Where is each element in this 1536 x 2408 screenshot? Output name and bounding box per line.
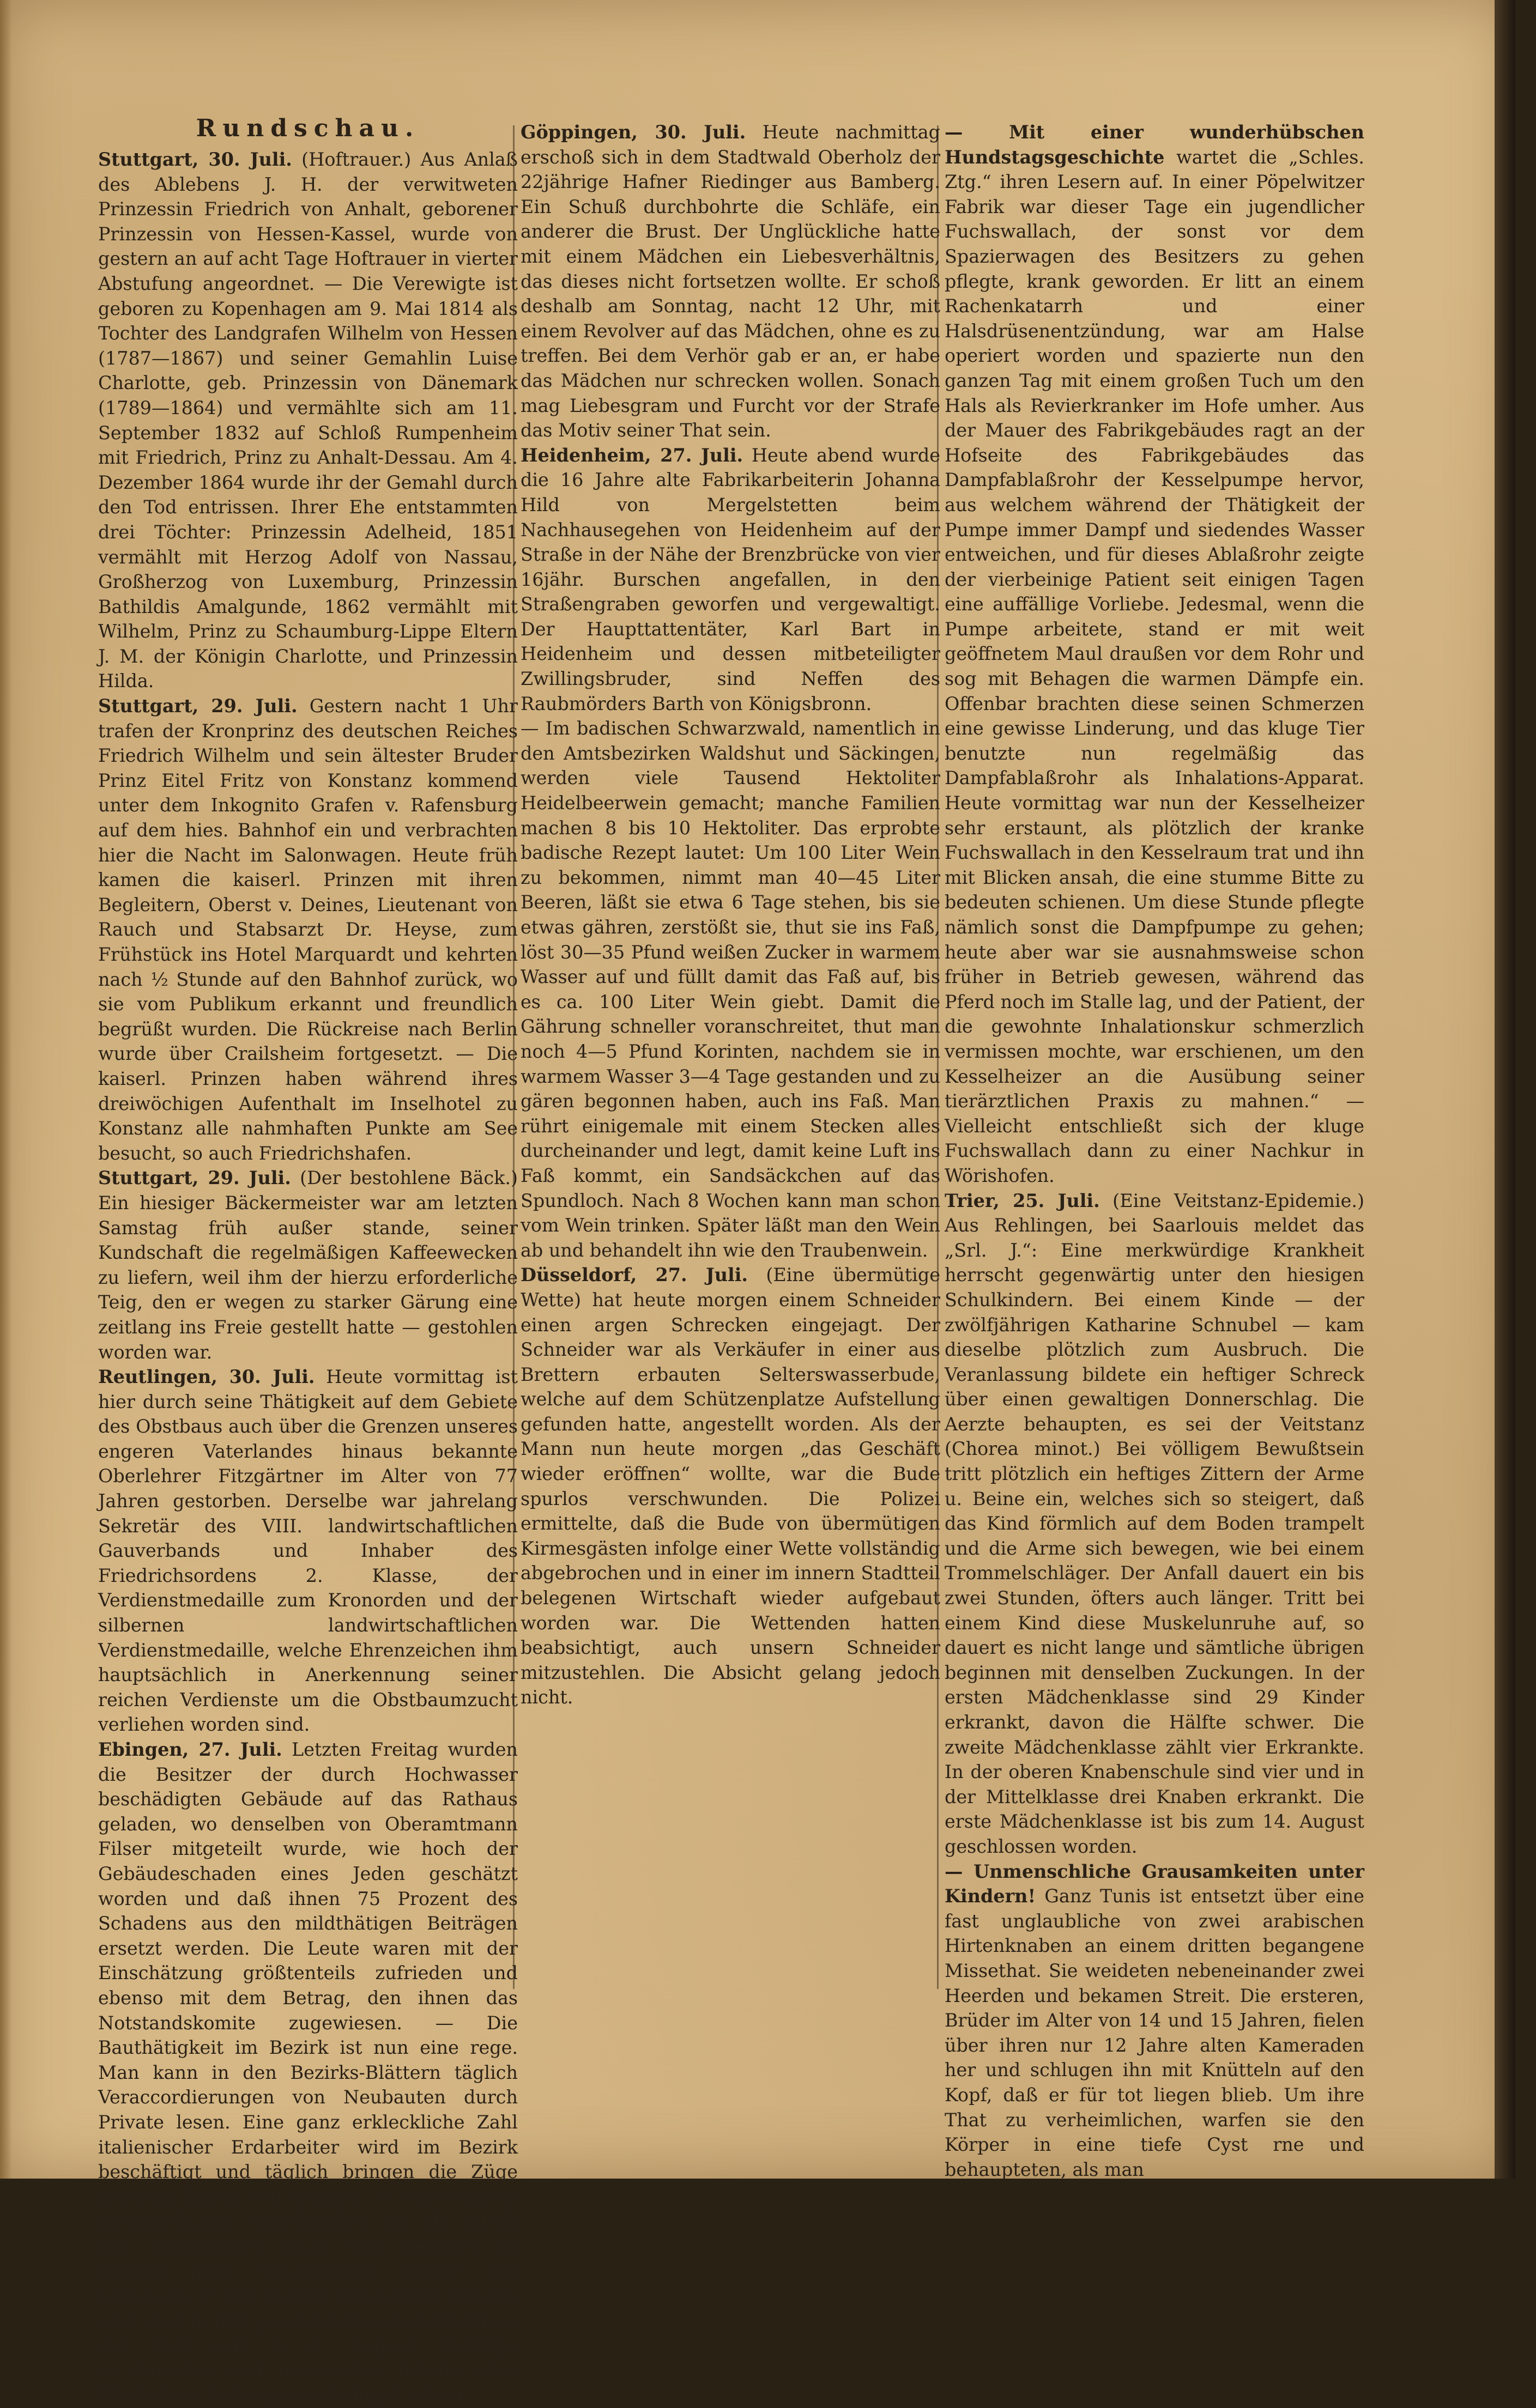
article-headline: — Unmenschliche Grausamkeiten unter Kindern! — [945, 1860, 1364, 1907]
article-dateline: Stuttgart, 29. Juli. — [98, 1167, 291, 1189]
section-title: Rundschau. — [196, 114, 420, 142]
column-3 — [945, 120, 1364, 2182]
article-stuttgart-kronprinz — [98, 694, 518, 1166]
article-body: wartet die „Schles. Ztg.“ ihren Lesern auf. In einer Pöpelwitzer Fabrik war dieser Tage ein jugendlicher Fuchswallach, der sonst vor dem Spazierwagen des Besitzers zu gehen pflegte, krank geworden. Er litt an einem Rachenkatarrh und einer Halsdrüsenentzündung, war am Halse operiert worden und spazierte nun den ganzen Tag mit einem großen Tuch um den Hals als Revierkranker im Hofe umher. Aus der Mauer des Fabrikgebäudes ragt an der Hofseite des Fabrikgebäudes das Dampfablaßrohr der Kesselpumpe hervor, aus welchem während der Thätigkeit der Pumpe immer Dampf und siedendes Wasser entweichen, und für dieses Ablaßrohr zeigte der vierbeinige Patient seit einigen Tagen eine auffällige Vorliebe. Jedesmal, wenn die Pumpe arbeitete, stand er mit weit geöffnetem Maul draußen vor dem Rohr und sog mit Behagen die warmen Dämpfe ein. Offenbar brachten diese seinen Schmerzen eine gewisse Linderung, und das kluge Tier benutzte nun regelmäßig das Dampfablaßrohr als Inhalations-Apparat. Heute vormittag war nun der Kesselheizer sehr erstaunt, als plötzlich der kranke Fuchswallach in den Kesselraum trat und ihn mit Blicken ansah, die eine stumme Bitte zu bedeuten schienen. Um diese Stunde pflegte nämlich sonst die Dampfpumpe zu gehen; heute aber war sie ausnahmsweise schon früher in Betrieb gewesen, während das Pferd noch im Stalle lag, und der Patient, der die gewohnte Inhalationskur schmerzlich vermissen mochte, war erschienen, um den Kesselheizer an die Ausübung seiner tierärztlichen Praxis zu mahnen.“ — Vielleicht entschließt sich der kluge Fuchswallach dann zu einer Nachkur in Wörishofen. — [945, 146, 1364, 1186]
article-body: Heute nachmittag erschoß sich in dem Stadtwald Oberholz der 22jährige Hafner Riedinger aus Bamberg. Ein Schuß durchbohrte die Schläfe, ein anderer die Brust. Der Unglückliche hatte mit einem Mädchen ein Liebesverhältnis, das dieses nicht fortsetzen wollte. Er schoß deshalb am Sonntag, nacht 12 Uhr, mit einem Revolver auf das Mädchen, ohne es zu treffen. Bei dem Verhör gab er an, er habe das Mädchen nur schrecken wollen. Sonach mag Liebesgram und Furcht vor der Strafe das Motiv seiner That sein. — [521, 122, 940, 441]
article-trier — [945, 1188, 1364, 1859]
article-body: Gestern nacht 1 Uhr trafen der Kronprinz des deutschen Reiches Friedrich Wilhelm und sein ältester Bruder Prinz Eitel Fritz von Konstanz kommend unter dem Inkognito Grafen v. Rafensburg auf dem hies. Bahnhof ein und verbrachten hier die Nacht im Salonwagen. Heute früh kamen die kaiserl. Prinzen mit ihren Begleitern, Oberst v. Deines, Lieutenant von Rauch und Stabsarzt Dr. Heyse, zum Frühstück ins Hotel Marquardt und kehrten nach ½ Stunde auf den Bahnhof zurück, wo sie vom Publikum erkannt und freundlich begrüßt wurden. Die Rückreise nach Berlin wurde über Crailsheim fortgesetzt. — Die kaiserl. Prinzen haben während ihres dreiwöchigen Aufenthalt im Inselhotel zu Konstanz alle nahmhaften Punkte am See besucht, so auch Friedrichshafen. — [98, 695, 518, 1164]
article-dateline: Göppingen, 30. Juli. — [521, 122, 746, 143]
article-dateline: Stuttgart, 30. Juli. — [98, 149, 292, 170]
article-goeppingen — [521, 120, 940, 443]
article-heidenheim — [521, 443, 940, 717]
article-schwarzwald — [521, 716, 940, 1263]
page-edge-shadow — [0, 0, 12, 2179]
article-tunis — [945, 1859, 1364, 2182]
article-stuttgart-baeck — [98, 1166, 518, 1364]
column-2 — [521, 120, 940, 1710]
article-dateline: Reutlingen, 30. Juli. — [98, 1366, 315, 1388]
article-body: (Eine übermütige Wette) hat heute morgen einem Schneider einen argen Schrecken eingejagt. Der Schneider war als Verkäufer in einer aus Brettern erbauten Selterswasserbude, welche auf dem Schützenplatze Aufstellung gefunden hatte, angestellt worden. Als der Mann nun heute morgen „das Geschäft wieder eröffnen“ wollte, war die Bude spurlos verschwunden. Die Polizei ermittelte, daß die Bude von übermütigen Kirmesgästen infolge einer Wette vollständig abgebrochen und in einer im innern Stadtteil belegenen Wirtschaft wieder aufgebaut worden war. Die Wettenden hatten beabsichtigt, auch unsern Schneider mitzustehlen. Die Absicht gelang jedoch nicht. — [521, 1264, 940, 1708]
article-dateline: Düsseldorf, 27. Juli. — [521, 1264, 748, 1286]
article-headline: — Mit einer wunderhübschen Hundstagsgeschichte — [945, 122, 1364, 168]
article-body: — Im badischen Schwarzwald, namentlich in den Amtsbezirken Waldshut und Säckingen, werden viele Tausend Hektoliter Heidelbeerwein gemacht; manche Familien machen 8 bis 10 Hektoliter. Das erprobte badische Rezept lautet: Um 100 Liter Wein zu bekommen, nimmt man 40—45 Liter Beeren, läßt sie etwa 6 Tage stehen, bis sie etwas gähren, zerstößt sie, thut sie ins Faß, löst 30—35 Pfund weißen Zucker in warmem Wasser auf und füllt damit das Faß auf, bis es ca. 100 Liter Wein giebt. Damit die Gährung schneller voranschreitet, thut man noch 4—5 Pfund Korinten, nachdem sie in warmem Wasser 3—4 Tage gestanden und zu gären begonnen haben, auch ins Faß. Man rührt einigemale mit einem Stecken alles durcheinander und legt, damit keine Luft ins Faß kommt, ein Sandsäckchen auf das Spundloch. Nach 8 Wochen kann man schon vom Wein trinken. Später läßt man den Wein ab und behandelt ihn wie den Traubenwein. — [521, 718, 940, 1261]
article-body: Heute vormittag ist hier durch seine Thätigkeit auf dem Gebiete des Obstbaus auch über die Grenzen unseres engeren Vaterlandes hinaus bekannte Oberlehrer Fitzgärtner im Alter von 77 Jahren gestorben. Derselbe war jahrelang Sekretär des VIII. landwirtschaftlichen Gauverbands und Inhaber des Friedrichsordens 2. Klasse, der Verdienstmedaille zum Kronorden und der silbernen landwirtschaftlichen Verdienstmedaille, welche Ehrenzeichen ihm hauptsächlich in Anerkennung seiner reichen Verdienste um die Obstbaumzucht verliehen worden sind. — [98, 1366, 518, 1736]
column-1 — [98, 114, 518, 2408]
article-dateline: Ebingen, 27. Juli. — [98, 1739, 282, 1760]
article-body: Letzten Freitag wurden die Besitzer der durch Hochwasser beschädigten Gebäude auf das Rathaus geladen, wo denselben von Oberamtmann Filser mitgeteilt wurde, wie hoch der Gebäudeschaden eines Jeden geschätzt worden und daß ihnen 75 Prozent des Schadens aus den mildthätigen Beiträgen ersetzt werden. Die Leute waren mit der Einschätzung größtenteils zufrieden und ebenso mit dem Betrag, den ihnen das Notstandskomite zugewiesen. — Die Bauthätigkeit im Bezirk ist nun eine rege. Man kann in den Bezirks-Blättern täglich Veraccordierungen von Neubauten durch Private lesen. Eine ganz erkleckliche Zahl italienischer Erdarbeiter wird im Bezirk beschäftigt und täglich bringen die Züge frischen Zuzug von solchen. — Nach einem oberamtlichen Ausschreiben ist, da durch das Hochwasser auch viel Geflügel zu Grunde ging, Kollaborator Daiber aus Laupheim in den Bezirk abgeordnet worden und wird in den geschädigten Gemeinden in der Zeit vom 1.—6. August Vorträge belehrenden und beratenden Inhalts über Wiederbeschaffung von Geflügel halten. — [98, 1739, 518, 2406]
article-duesseldorf — [521, 1263, 940, 1710]
article-body: (Der bestohlene Bäck.) Ein hiesiger Bäckermeister war am letzten Samstag früh außer stande, seiner Kundschaft die regelmäßigen Kaffeewecken zu liefern, weil ihm der hierzu erforderliche Teig, den er wegen zu starker Gärung eine zeitlang ins Freie gestellt hatte — gestohlen worden war. — [98, 1167, 518, 1363]
article-body: Ganz Tunis ist entsetzt über eine fast unglaubliche von zwei arabischen Hirtenknaben an einem dritten begangene Missethat. Sie weideten nebeneinander zwei Heerden und bekamen Streit. Die ersteren, Brüder im Alter von 14 und 15 Jahren, fielen über ihren nur 12 Jahre alten Kameraden her und schlugen ihn mit Knütteln auf den Kopf, daß er für tot liegen blieb. Um ihre That zu verheimlichen, warfen sie den Körper in eine tiefe Cyst rne und behaupteten, als man — [945, 1885, 1364, 2180]
article-dateline: Stuttgart, 29. Juli. — [98, 695, 298, 717]
article-stuttgart-hoftrauer — [98, 147, 518, 694]
article-reutlingen — [98, 1364, 518, 1737]
article-dateline: Trier, 25. Juli. — [945, 1190, 1100, 1211]
article-dateline: Heidenheim, 27. Juli. — [521, 444, 743, 466]
book-binding — [1495, 0, 1515, 2179]
article-body: (Hoftrauer.) Aus Anlaß des Ablebens J. H. der verwitweten Prinzessin Friedrich von Anhalt, geborener Prinzessin von Hessen-Kassel, wurde von gestern an auf acht Tage Hoftrauer in vierter Abstufung angeordnet. — Die Verewigte ist geboren zu Kopenhagen am 9. Mai 1814 als Tochter des Landgrafen Wilhelm von Hessen (1787—1867) und seiner Gemahlin Luise Charlotte, geb. Prinzessin von Dänemark (1789—1864) und vermählte sich am 11. September 1832 auf Schloß Rumpenheim mit Friedrich, Prinz zu Anhalt-Dessau. Am 4. Dezember 1864 wurde ihr der Gemahl durch den Tod entrissen. Ihrer Ehe entstammten drei Töchter: Prinzessin Adelheid, 1851 vermählt mit Herzog Adolf von Nassau, Großherzog von Luxemburg, Prinzessin Bathildis Amalgunde, 1862 vermählt mit Wilhelm, Prinz zu Schaumburg-Lippe Eltern J. M. der Königin Charlotte, und Prinzessin Hilda. — [98, 149, 518, 692]
article-hundstagsgeschichte — [945, 120, 1364, 1188]
article-body: Heute abend wurde die 16 Jahre alte Fabrikarbeiterin Johanna Hild von Mergelstetten beim Nachhausegehen von Heidenheim auf der Straße in der Nähe der Brenzbrücke von vier 16jähr. Burschen angefallen, in den Straßengraben geworfen und vergewaltigt. Der Haupttattentäter, Karl Bart in Heidenheim und dessen mitbeteiligter Zwillingsbruder, sind Neffen des Raubmörders Barth von Königsbronn. — [521, 444, 940, 714]
article-body: (Eine Veitstanz-Epidemie.) Aus Rehlingen, bei Saarlouis meldet das „Srl. J.“: Eine merkwürdige Krankheit herrscht gegenwärtig unter den hiesigen Schulkindern. Bei einem Kinde — der zwölfjährigen Katharine Schnubel — kam dieselbe plötzlich zum Ausbruch. Die Veranlassung bildete ein heftiger Schreck über einen gewaltigen Donnerschlag. Die Aerzte behaupten, es sei der Veitstanz (Chorea minot.) Bei völligem Bewußtsein tritt plötzlich ein heftiges Zittern der Arme u. Beine ein, welches sich so steigert, daß das Kind förmlich auf dem Boden trampelt und die Arme sich bewegen, wie bei einem Trommelschläger. Der Anfall dauert ein bis zwei Stunden, öfters auch länger. Tritt bei einem Kind diese Muskelunruhe auf, so dauert es nicht lange und sämtliche übrigen beginnen mit denselben Zuckungen. In der ersten Mädchenklasse sind 29 Kinder erkrankt, davon die Hälfte schwer. Die zweite Mädchenklasse zählt vier Erkrankte. In der oberen Knabenschule sind vier und in der Mittelklasse drei Knaben erkrankt. Die erste Mädchenklasse ist bis zum 14. August geschlossen worden. — [945, 1190, 1364, 1857]
article-ebingen — [98, 1737, 518, 2408]
